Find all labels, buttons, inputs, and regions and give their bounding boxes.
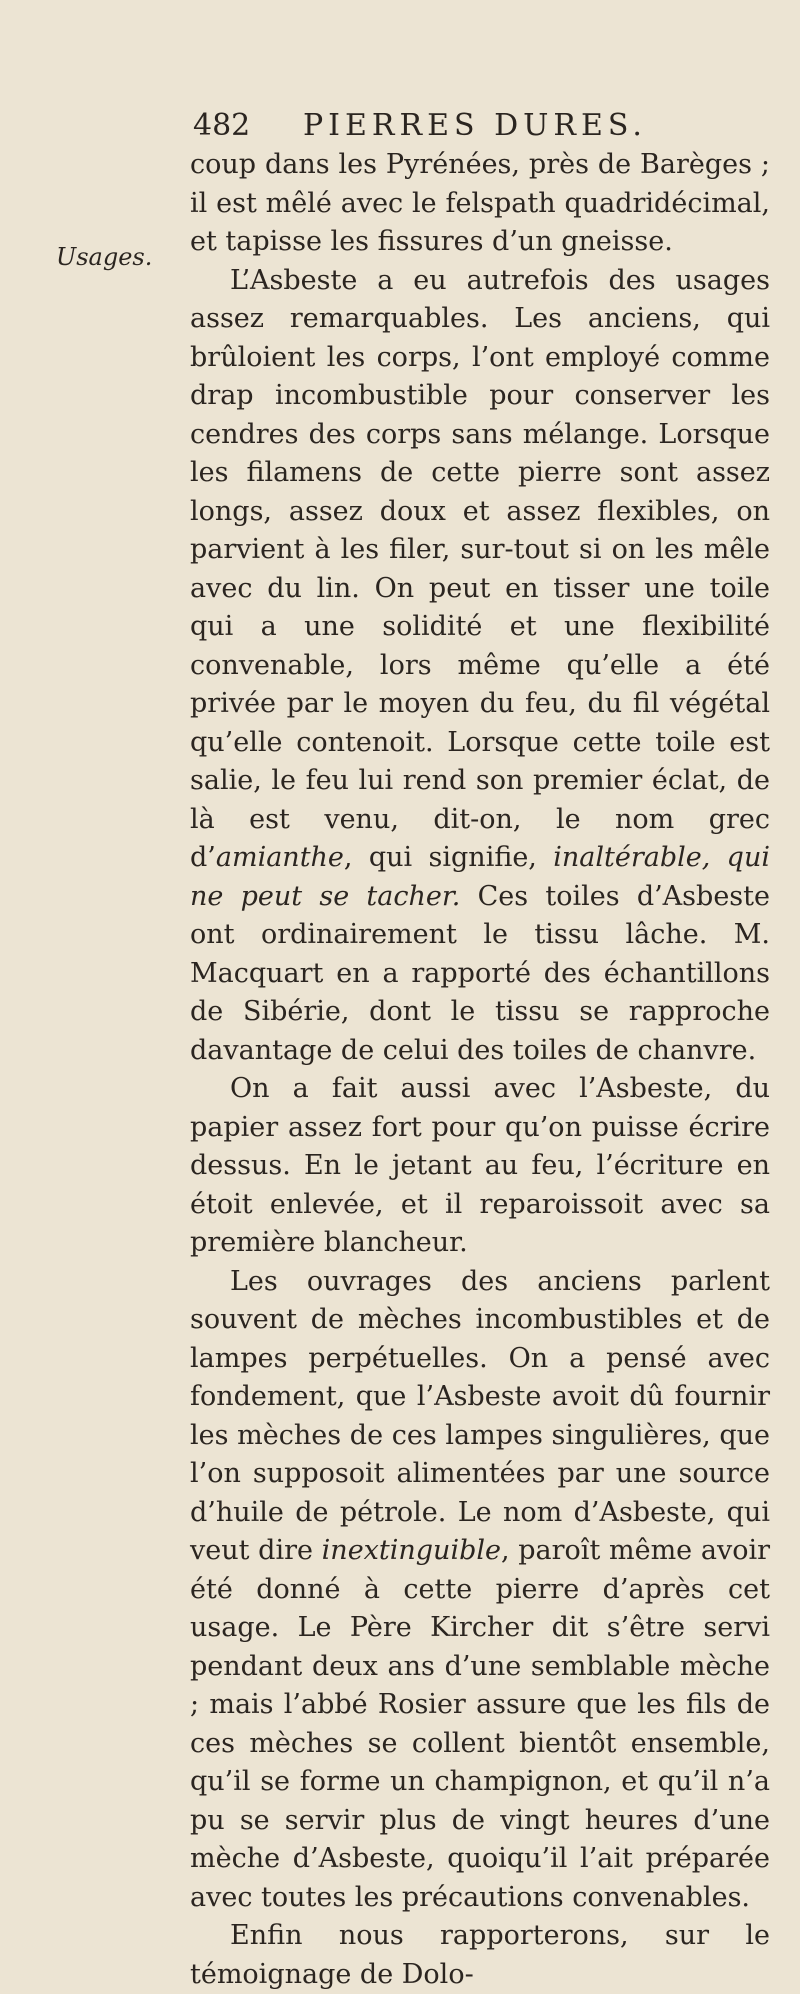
page-number: 482 (193, 108, 251, 143)
paragraph-3: On a fait aussi avec l’Asbeste, du papier assez fort pour qu’on puisse écrire dessus. En le jetant au feu, l’écriture en étoit enlevée, et il reparoissoit avec sa première blancheur. (190, 1073, 770, 1258)
paragraph-2-part-c: Ces toiles d’Asbeste ont ordinairement le tissu lâche. M. Macquart en a rapporté des échantillons de Sibérie, dont le tissu se rapproche davantage de celui des toiles de chanvre. (190, 880, 770, 1066)
paragraph-4-part-b: , paroît même avoir été donné à cette pierre d’après cet usage. Le Père Kircher dit s’être servi pendant deux ans d’une semblable mèche ; mais l’abbé Rosier assure que les fils de ces mèches se collent bientôt ensemble, qu’il se forme un champignon, et qu’il n’a pu se servir plus de vingt heures d’une mèche d’Asbeste, quoiqu’il l’ait préparée avec toutes les précautions convenables. (190, 1535, 770, 1913)
paragraph-2-part-b: , qui signifie, (343, 842, 554, 873)
margin-note: Usages. (56, 243, 153, 271)
paragraph-2 (190, 262, 770, 1071)
paragraph-5: Enfin nous rapporterons, sur le témoignage de Dolo- (190, 1920, 770, 1990)
paragraph-4-part-a: Les ouvrages des anciens parlent souvent de mèches incombustibles et de lampes perpétuelles. On a pensé avec fondement, que l’Asbeste avoit dû fournir les mèches de ces lampes singulières, que l’on supposoit alimentées par une source d’huile de pétrole. Le nom d’Asbeste, qui veut dire (190, 1265, 770, 1566)
running-head: PIERRES DURES. (303, 108, 647, 143)
paragraph-2-part-a: L’Asbeste a eu autrefois des usages assez remarquables. Les anciens, qui brûloient les corps, l’ont employé comme drap incombustible pour conserver les cendres des corps sans mélange. Lorsque les filamens de cette pierre sont assez longs, assez doux et assez flexibles, on parvient à les filer, sur-tout si on les mêle avec du lin. On peut en tisser une toile qui a une solidité et une flexibilité convenable, lors même qu’elle a été privée par le moyen du feu, du fil végétal qu’elle contenoit. Lorsque cette toile est salie, le feu lui rend son premier éclat, de là est venu, dit-on, le nom grec d’ (190, 264, 770, 873)
body-text (190, 146, 770, 1994)
paragraph-4-emphasis: inextinguible (321, 1535, 501, 1566)
paragraph-2-emphasis-2: inaltérable, qui ne peut se tacher. (190, 842, 770, 912)
paragraph-2-emphasis-1: amianthe (215, 842, 344, 873)
paragraph-1: coup dans les Pyrénées, près de Barèges ; il est mêlé avec le felspath quadridécimal, et tapisse les fissures d’un gneisse. (190, 149, 770, 257)
paragraph-4 (190, 1263, 770, 1918)
